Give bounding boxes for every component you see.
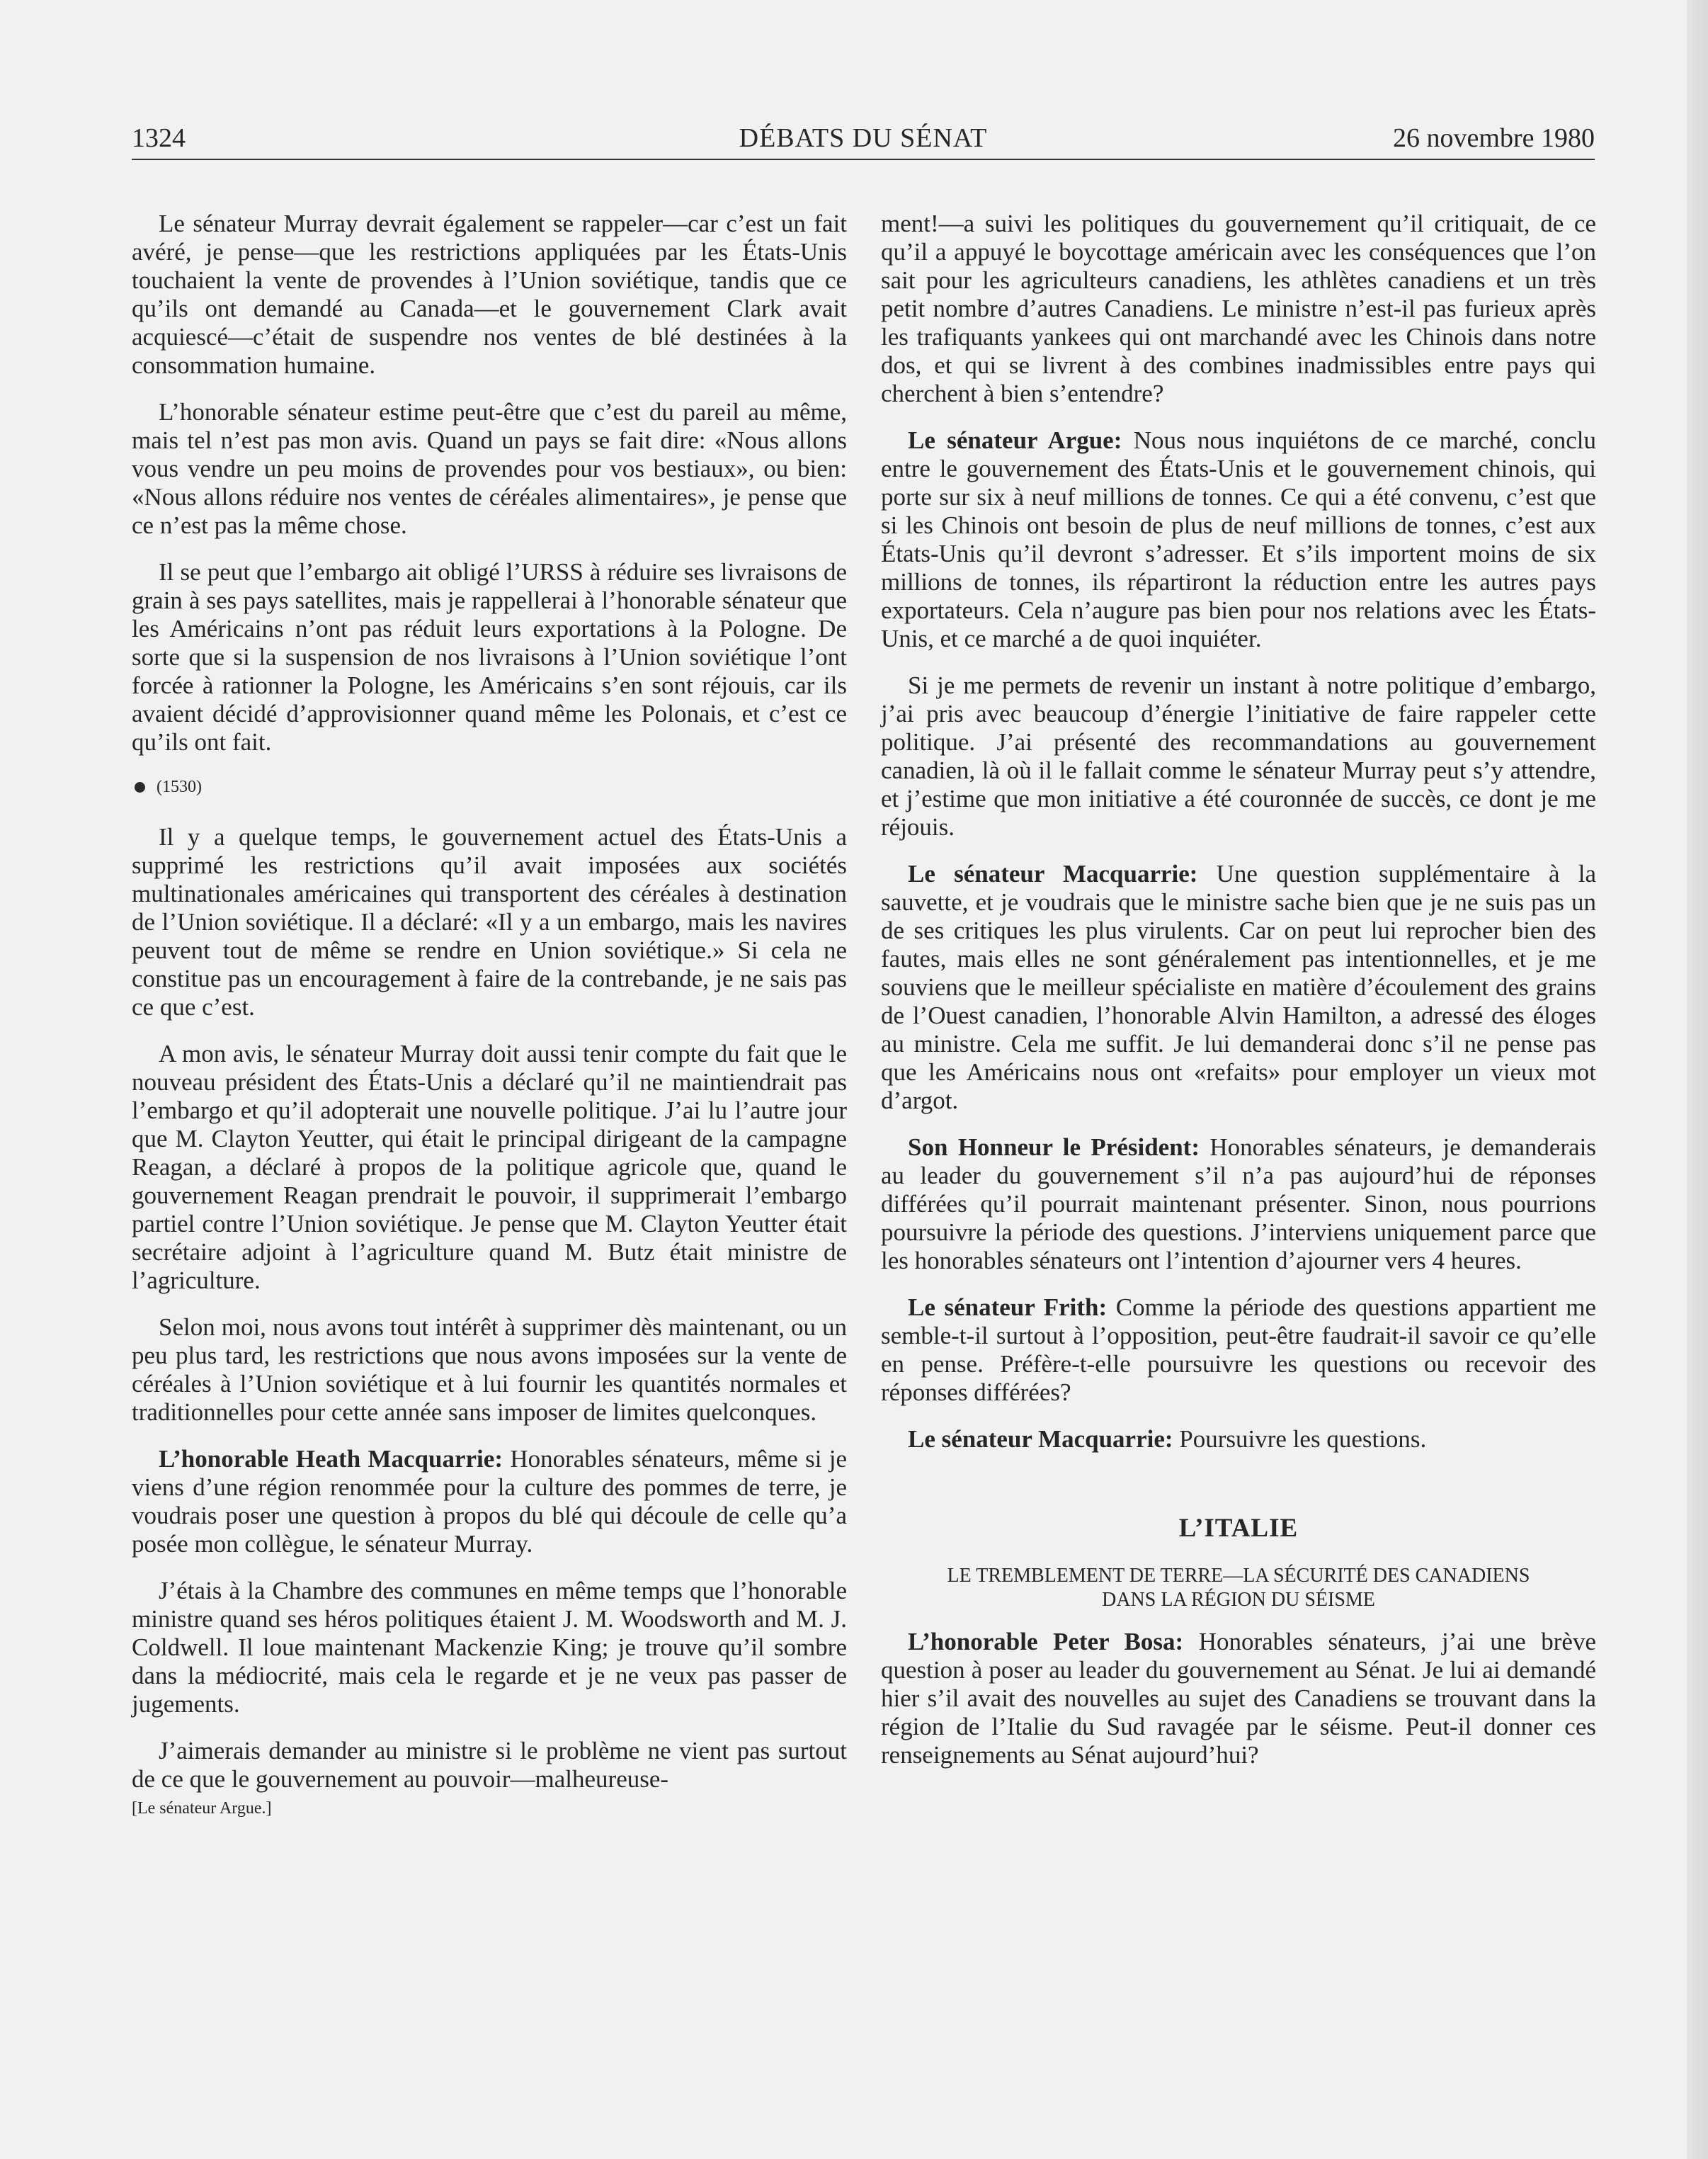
header-rule — [132, 159, 1595, 160]
paragraph: A mon avis, le sénateur Murray doit aussi tenir compte du fait que le nouveau président des États-Unis a déclaré qu’il ne maintiendrait pas l’embargo et qu’il adopterait une nouvelle politique. J’ai lu l’autre jour que M. Clayton Yeutter, qui était le principal dirigeant de la campagne Reagan, a déclaré à propos de la politique agricole que, quand le gouvernement Reagan prendrait le pouvoir, il supprimerait l’embargo partiel contre l’Union soviétique. Je pense que M. Clayton Yeutter était secrétaire adjoint à l’agriculture quand M. Butz était ministre de l’agriculture. — [132, 1040, 847, 1294]
speech-text: Comme la période des questions appartient me semble-t-il surtout à l’opposition, peut-être faudrait-il savoir ce qu’elle en pense. Préfère-t-elle poursuivre les questions ou recevoir des réponses différées? — [881, 1293, 1597, 1406]
paragraph: Il se peut que l’embargo ait obligé l’URSS à réduire ses livraisons de grain à ses pays satellites, mais je rappellerai à l’honorable sénateur que les Américains n’ont pas réduit leurs exportations à la Pologne. De sorte que si la suspension de nos livraisons à l’Union soviétique l’ont forcée à rationner la Pologne, les Américains s’en sont réjouis, car ils avaient décidé d’approvisionner quand même les Polonais, et c’est ce qu’ils ont fait. — [132, 558, 847, 756]
speech-text: Honorables sénateurs, je demanderais au leader du gouvernement s’il n’a pas aujourd’hui de réponses différées qu’il pourrait maintenant présenter. Sinon, nous pourrions poursuivre la période des questions. J’interviens uniquement parce que les honorables sénateurs ont l’intention d’ajourner vers 4 heures. — [881, 1133, 1596, 1274]
speech-text: Honorables sénateurs, j’ai une brève question à poser au leader du gouvernement au Sénat. Je lui ai demandé hier s’il avait des nouvelles au sujet des Canadiens se trouvant dans la région de l’Italie du Sud ravagée par le séisme. Peut-il donner ces renseignements au Sénat aujourd’hui? — [881, 1628, 1597, 1769]
speech-paragraph — [132, 1445, 847, 1558]
page-header — [132, 122, 1595, 162]
column-footnote: [Le sénateur Argue.] — [132, 1799, 272, 1818]
paragraph: J’étais à la Chambre des communes en même temps que l’honorable ministre quand ses héros politiques étaient J. M. Woodsworth and M. J. Coldwell. Il loue maintenant Mackenzie King; je trouve qu’il sombre dans la médiocrité, mais cela le regarde et je ne veux pas passer de jugements. — [132, 1577, 847, 1718]
paragraph: L’honorable sénateur estime peut-être que c’est du pareil au même, mais tel n’est pas mon avis. Quand un pays se fait dire: «Nous allons vous vendre un peu moins de provendes pour vos bestiaux», ou bien: «Nous allons réduire nos ventes de céréales alimentaires», je pense que ce n’est pas la même chose. — [132, 398, 847, 539]
speech-text: Honorables sénateurs, même si je viens d’une région renommée pour la culture des pommes de terre, je voudrais poser une question à propos du blé qui découle de celle qu’a posée mon collègue, le sénateur Murray. — [132, 1445, 848, 1558]
speech-text: Une question supplémentaire à la sauvette, et je voudrais que le ministre sache bien que je ne suis pas un de ses critiques les plus virulents. Car on peut lui reprocher bien des fautes, mais elles ne sont généralement pas intentionnelles, et je me souviens que le meilleur spécialiste en matière d’écoulement des grains de l’Ouest canadien, l’honorable Alvin Hamilton, a adressé des éloges au ministre. Cela me suffit. Je lui demanderai donc s’il ne pense pas que les Américains nous ont «refaits» pour employer un vieux mot d’argot. — [881, 860, 1596, 1114]
paragraph: J’aimerais demander au ministre si le problème ne vient pas surtout de ce que le gouvernement au pouvoir—malheureuse- — [132, 1737, 847, 1793]
paragraph: ment!—a suivi les politiques du gouvernement qu’il critiquait, de ce qu’il a appuyé le boycottage américain avec les conséquences que l’on sait pour les agriculteurs canadiens, les athlètes canadiens et un très petit nombre d’autres Canadiens. Le ministre n’est-il pas furieux après les trafiquants yankees qui ont marchandé avec les Chinois dans notre dos, et qui se livrent à des combines inadmissibles entre pays qui cherchent à bien s’entendre? — [881, 210, 1596, 407]
paragraph: Il y a quelque temps, le gouvernement actuel des États-Unis a supprimé les restrictions qu’il avait imposées aux sociétés multinationales américaines qui transportent des céréales à destination de l’Union soviétique. Il a déclaré: «Il y a un embargo, mais les navires peuvent tout de même se rendre en Union soviétique.» Si cela ne constitue pas un encouragement à faire de la contrebande, je ne sais pas ce que c’est. — [132, 823, 847, 1021]
speech-text: Poursuivre les questions. — [1179, 1425, 1427, 1453]
time-marker — [132, 775, 847, 799]
speaker-name: Le sénateur Frith: — [908, 1293, 1108, 1321]
subheading-line: LE TREMBLEMENT DE TERRE—LA SÉCURITÉ DES CANADIENS — [947, 1565, 1530, 1587]
speech-paragraph — [881, 426, 1596, 653]
section-heading: L’ITALIE — [1178, 1514, 1299, 1543]
publication-title: DÉBATS DU SÉNAT — [739, 123, 988, 153]
left-column — [132, 210, 847, 1819]
publication-date: 26 novembre 1980 — [1393, 123, 1595, 153]
paragraph: Le sénateur Murray devrait également se rappeler—car c’est un fait avéré, je pense—que les restrictions appliquées par les États-Unis touchaient la vente de provendes à l’Union soviétique, tandis que ce qu’ils ont demandé au Canada—et le gouvernement Clark avait acquiescé—c’était de suspendre nos ventes de blé destinées à la consommation humaine. — [132, 210, 847, 379]
speech-paragraph — [881, 1425, 1596, 1454]
speech-text: Nous nous inquiétons de ce marché, conclu entre le gouvernement des États-Unis et le gouvernement chinois, qui porte sur six à neuf millions de tonnes. Ce qui a été convenu, c’est que si les Chinois ont besoin de plus de neuf millions de tonnes, c’est aux États-Unis qu’il devront s’adresser. Et s’ils importent moins de six millions de tonnes, ils répartiront la réduction entre les autres pays exportateurs. Cela n’augure pas bien pour nos relations avec les États-Unis, et ce marché a de quoi inquiéter. — [881, 426, 1597, 652]
page-edge-shadow — [1687, 0, 1708, 2159]
paragraph: Si je me permets de revenir un instant à notre politique d’embargo, j’ai pris avec beaucoup d’énergie l’initiative de faire rappeler cette politique. J’ai présenté des recommandations au gouvernement canadien, là où il le fallait comme le sénateur Murray peut s’y attendre, et j’estime que mon initiative a été couronnée de succès, ce dont je me réjouis. — [881, 672, 1596, 841]
speaker-name: Le sénateur Argue: — [908, 426, 1122, 454]
bullet-icon — [135, 782, 145, 793]
speaker-name: Le sénateur Macquarrie: — [908, 860, 1198, 888]
speech-paragraph — [881, 1628, 1596, 1769]
right-column — [881, 210, 1596, 1788]
time-marker-text: (1530) — [156, 778, 202, 796]
section-subheading — [881, 1564, 1596, 1612]
speech-paragraph — [881, 1133, 1596, 1275]
page-number: 1324 — [132, 123, 186, 153]
speech-paragraph — [881, 860, 1596, 1115]
speech-paragraph — [881, 1293, 1596, 1407]
speaker-name: L’honorable Heath Macquarrie: — [159, 1445, 503, 1473]
subheading-line: DANS LA RÉGION DU SÉISME — [1102, 1589, 1375, 1611]
speaker-name: Son Honneur le Président: — [908, 1133, 1200, 1161]
paragraph: Selon moi, nous avons tout intérêt à supprimer dès maintenant, ou un peu plus tard, les restrictions que nous avons imposées sur la vente de céréales à l’Union soviétique et à lui fournir les quantités normales et traditionnelles pour cette année sans imposer de limites quelconques. — [132, 1313, 847, 1426]
speaker-name: Le sénateur Macquarrie: — [908, 1425, 1173, 1453]
speaker-name: L’honorable Peter Bosa: — [908, 1628, 1184, 1655]
